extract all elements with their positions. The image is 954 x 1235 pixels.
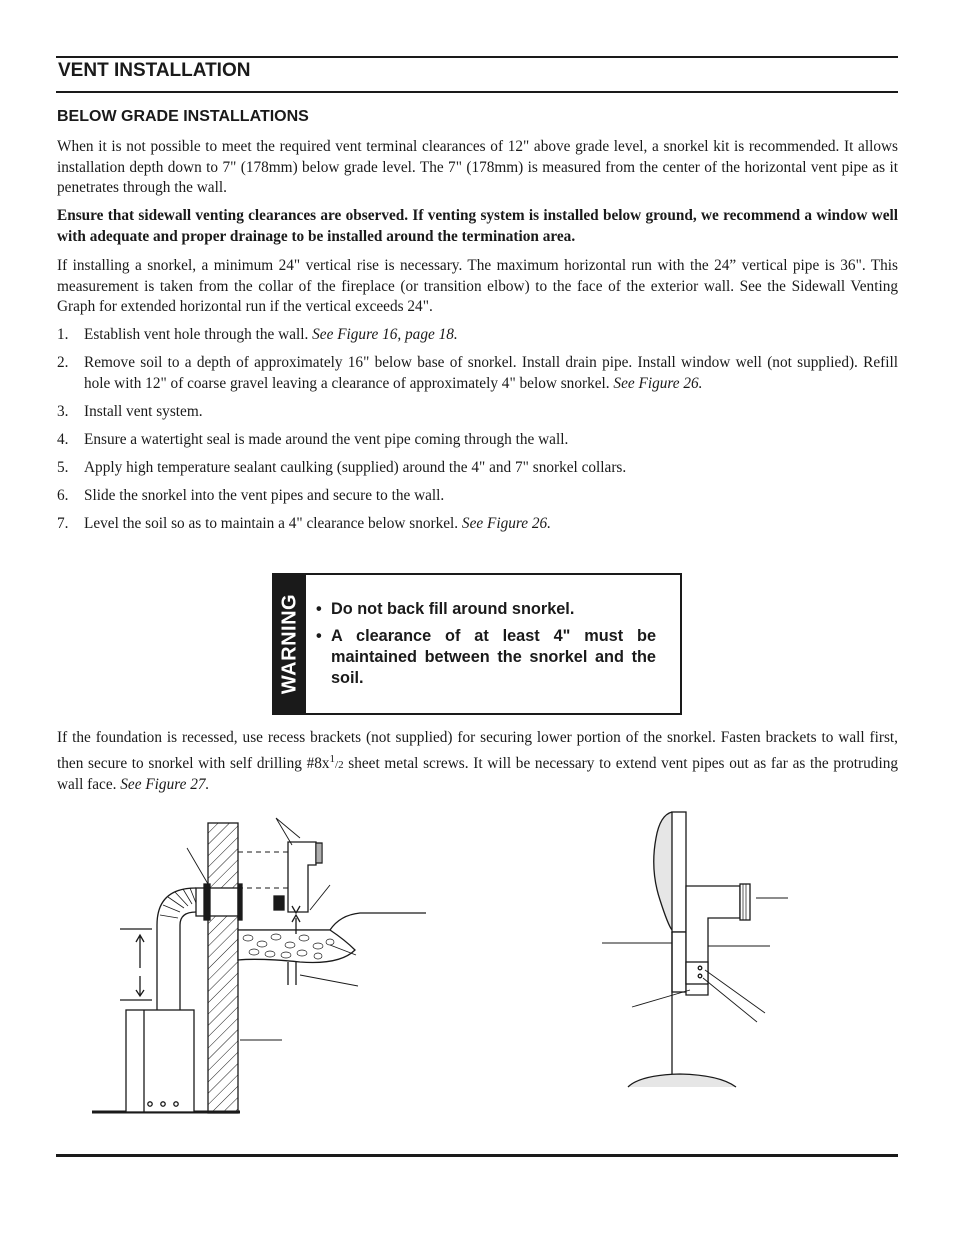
figure-27-ref: See Figure 27. (120, 776, 210, 794)
page-title: VENT INSTALLATION (58, 60, 251, 81)
wall-face-lower (672, 932, 686, 992)
fraction-numerator: 1 (329, 752, 336, 765)
step-text: Slide the snorkel into the vent pipes and secure to the wall. (84, 486, 445, 504)
step-number: 4. (57, 430, 69, 448)
recessed-text-b: sheet metal screws. It will be necessary to extend vent pipes out as far as the protruding wall face. (57, 754, 898, 794)
fraction-denominator: /2 (335, 758, 344, 771)
step-number: 3. (57, 402, 69, 420)
step-number: 6. (57, 486, 69, 504)
step-text: Ensure a watertight seal is made around the vent pipe coming through the wall. (84, 430, 569, 448)
figure-26-drawing (92, 818, 426, 1113)
recessed-foundation (654, 812, 672, 930)
snorkel-collar (274, 896, 284, 910)
intro-paragraph: When it is not possible to meet the required vent terminal clearances of 12" above grade level, a snorkel kit is recommended. It allows installation depth down to 7" (178mm) below grade level. The 7" (178mm) is measured from the center of the horizontal vent pipe as it penetrates through the wall. (57, 138, 898, 196)
step-text: Remove soil to a depth of approximately 16" below base of snorkel. Install drain pipe. Install window well (not supplied). Refill hole with 12" of coarse gravel leaving a clearance of approximately 4" below snorkel. (84, 354, 898, 392)
gravel-bed (238, 930, 355, 963)
fireplace-unit (126, 1010, 194, 1112)
step-number: 2. (57, 354, 69, 371)
recessed-text-a: If the foundation is recessed, use recess brackets (not supplied) for securing lower portion of the snorkel. Fasten brackets to wall first, then secure to snorkel with self drilling #8x (57, 729, 898, 772)
bullet-icon: • (316, 600, 322, 618)
rise-dimension (120, 929, 152, 1000)
step-number: 7. (57, 514, 69, 532)
step-figure-ref: See Figure 26. (613, 374, 703, 392)
step-number: 5. (57, 458, 69, 476)
step-figure-ref: See Figure 26. (461, 514, 551, 532)
wall-thimble (204, 884, 210, 920)
step-figure-ref: See Figure 16, page 18. (312, 326, 458, 343)
step-number: 1. (57, 326, 69, 343)
caution-paragraph: Ensure that sidewall venting clearances are observed. If venting system is installed below ground, we recommend a window well with adequate and proper drainage to be installed around the termination area. (57, 207, 898, 245)
section-heading: BELOW GRADE INSTALLATIONS (57, 108, 309, 125)
wall-collar (238, 884, 242, 920)
snorkel-body (288, 842, 316, 912)
ground-surface (238, 913, 426, 930)
step-text: Level the soil so as to maintain a 4" clearance below snorkel. (84, 514, 462, 532)
ground-mound (628, 1074, 736, 1087)
wall-face-upper (672, 812, 686, 932)
step-text: Establish vent hole through the wall. (84, 326, 313, 343)
horizontal-vent-pipe (196, 888, 238, 916)
vent-elbow-ridges (160, 888, 196, 918)
snorkel-paragraph: If installing a snorkel, a minimum 24" vertical rise is necessary. The maximum horizontal run with the 24” vertical pipe is 36". This measurement is taken from the collar of the fireplace (or transition elbow) to the face of the exterior wall. See the Sidewall Venting Graph for extended horizontal run if the vertical exceeds 24". (57, 257, 898, 315)
alignment-dashes (238, 852, 288, 888)
figure-27-drawing (602, 812, 788, 1087)
bottom-rule (56, 1154, 898, 1157)
warning-item-text: A clearance of at least 4" must be maintained between the snorkel and the soil. (331, 627, 656, 687)
foundation-wall (208, 823, 238, 1113)
warning-label: WARNING (278, 593, 301, 695)
recess-bracket (686, 962, 708, 984)
bullet-icon: • (316, 627, 322, 645)
snorkel-cap (740, 884, 750, 920)
step-text: Install vent system. (84, 402, 203, 420)
step-text: Apply high temperature sealant caulking (supplied) around the 4" and 7" snorkel collars. (84, 458, 627, 476)
warning-item-text: Do not back fill around snorkel. (331, 600, 575, 618)
snorkel-cap (316, 843, 322, 863)
